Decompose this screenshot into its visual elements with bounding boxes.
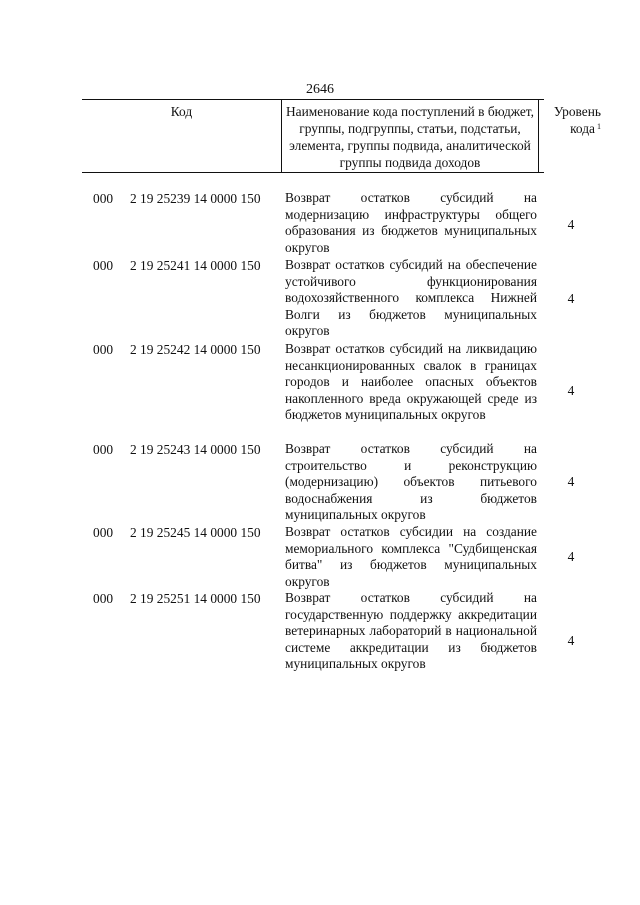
admin-code: 000 — [93, 342, 114, 357]
budget-code: 2 19 25241 14 0000 150 — [130, 258, 261, 273]
code-level: 4 — [567, 633, 575, 648]
code-description: Возврат остатков субсидий на ликвидацию несанкционированных свалок в границах городов и наиболее опасных объектов накопленного вреда окружающей среде из бюджетов муниципальных округов — [285, 341, 537, 423]
header-level-footnote: 1 — [597, 122, 601, 131]
admin-code: 000 — [93, 591, 114, 606]
budget-code: 2 19 25243 14 0000 150 — [130, 442, 261, 457]
code-level: 4 — [567, 549, 575, 564]
admin-code: 000 — [93, 525, 114, 540]
code-level: 4 — [567, 291, 575, 306]
table-header — [82, 99, 601, 173]
code-level: 4 — [567, 383, 575, 398]
code-description: Возврат остатков субсидий на государственную поддержку аккредитации ветеринарных лабораторий в национальной системе аккредитации из бюджетов муниципальных округов — [285, 590, 537, 672]
budget-code: 2 19 25242 14 0000 150 — [130, 342, 261, 357]
code-description: Возврат остатков субсидий на обеспечение устойчивого функционирования водохозяйственного комплекса Нижней Волги из бюджетов муниципальных округов — [285, 257, 537, 339]
code-description: Возврат остатков субсидии на создание мемориального комплекса "Судбищенская битва" из бюджетов муниципальных округов — [285, 524, 537, 589]
budget-code: 2 19 25239 14 0000 150 — [130, 191, 261, 206]
page-number: 2646 — [306, 82, 334, 97]
code-level: 4 — [567, 474, 575, 489]
code-description: Возврат остатков субсидий на строительство и реконструкцию (модернизацию) объектов питьевого водоснабжения из бюджетов муниципальных округов — [285, 441, 537, 523]
admin-code: 000 — [93, 191, 114, 206]
code-description: Возврат остатков субсидий на модернизацию инфраструктуры общего образования из бюджетов муниципальных округов — [285, 190, 537, 255]
header-level — [539, 103, 601, 137]
budget-code: 2 19 25245 14 0000 150 — [130, 525, 261, 540]
admin-code: 000 — [93, 442, 114, 457]
header-code: Код — [170, 104, 193, 119]
header-name: Наименование кода поступлений в бюджет, группы, подгруппы, статьи, подстатьи, элемента, группы подвида, аналитической группы подвида доходов — [286, 104, 534, 170]
code-level: 4 — [567, 217, 575, 232]
header-level-label: Уровень кода — [553, 104, 601, 136]
budget-code: 2 19 25251 14 0000 150 — [130, 591, 261, 606]
admin-code: 000 — [93, 258, 114, 273]
